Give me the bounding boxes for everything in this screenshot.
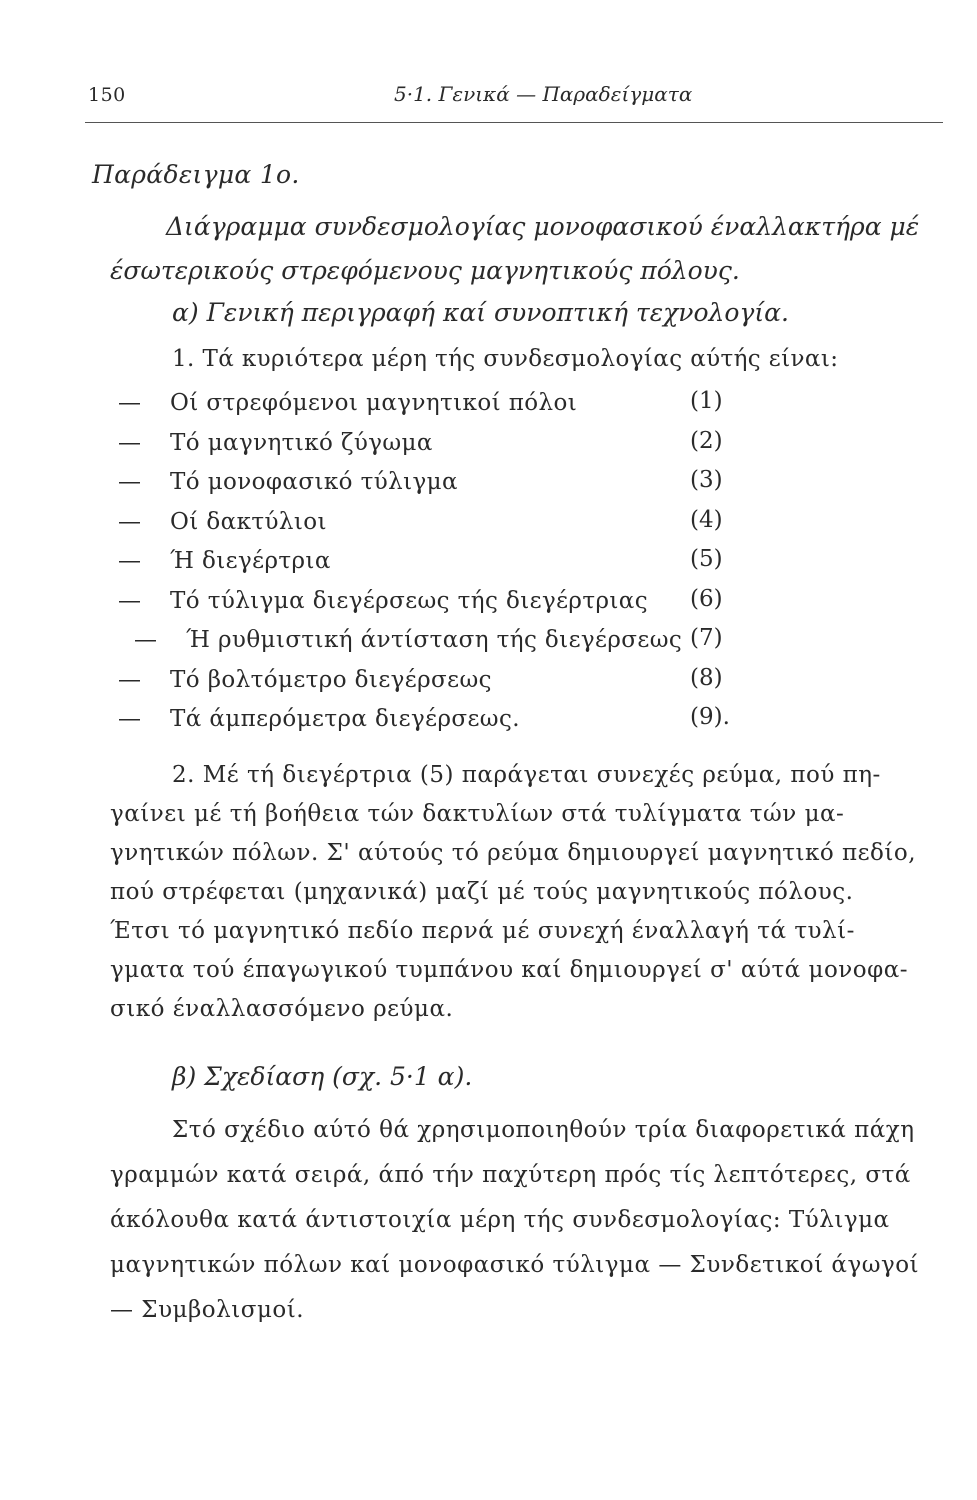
list-item-text: Ή ρυθμιστική άντίσταση τής διεγέρσεως	[186, 627, 683, 653]
list-dash: —	[118, 508, 141, 535]
list-item	[118, 542, 758, 582]
paragraph-line: γνητικών πόλων. Σ' αύτούς τό ρεύμα δημιουργεί μαγνητικό πεδίο,	[110, 840, 917, 866]
list-item-number: (3)	[690, 467, 723, 493]
list-item-text: Τά άμπερόμετρα διεγέρσεως.	[170, 706, 520, 732]
running-title: 5·1. Γενικά — Παραδείγματα	[394, 82, 693, 106]
paragraph-line: Στό σχέδιο αύτό θά χρησιμοποιηθούν τρία διαφορετικά πάχη	[172, 1117, 915, 1143]
section-b-heading: β) Σχεδίαση (σχ. 5·1 α).	[172, 1062, 473, 1091]
paragraph-line: Έτσι τό μαγνητικό πεδίο περνά μέ συνεχή έναλλαγή τά τυλί-	[110, 918, 855, 944]
list-dash: —	[118, 390, 141, 416]
list-item-text: Ή διεγέρτρια	[170, 548, 331, 574]
list-item	[118, 621, 758, 661]
paragraph-line: σικό έναλλασσόμενο ρεύμα.	[110, 996, 454, 1022]
design-paragraph	[110, 1108, 962, 1333]
list-item-text: Οί δακτύλιοι	[170, 508, 327, 535]
point-2-paragraph	[110, 756, 962, 1029]
list-dash: —	[118, 469, 141, 495]
paragraph-line: μαγνητικών πόλων καί μονοφασικό τύλιγμα — Συνδετικοί άγωγοί	[110, 1252, 920, 1278]
list-item-text: Τό μαγνητικό ζύγωμα	[170, 429, 433, 456]
paragraph-line: άκόλουθα κατά άντιστοιχία μέρη τής συνδεσμολογίας: Τύλιγμα	[110, 1207, 890, 1233]
paragraph-line: γαίνει μέ τή βοήθεια τών δακτυλίων στά τυλίγματα τών μα-	[110, 801, 845, 827]
list-dash: —	[118, 706, 141, 732]
list-item	[118, 424, 758, 464]
list-item-text: Οί στρεφόμενοι μαγνητικοί πόλοι	[170, 390, 578, 416]
list-dash: —	[134, 627, 157, 653]
page-number: 150	[88, 84, 126, 106]
paragraph-line: πού στρέφεται (μηχανικά) μαζί μέ τούς μαγνητικούς πόλους.	[110, 879, 854, 905]
page-header	[88, 84, 940, 124]
list-item-text: Τό βολτόμετρο διεγέρσεως	[170, 666, 492, 693]
list-item	[118, 463, 758, 503]
list-item-number: (2)	[690, 427, 723, 454]
list-item	[118, 582, 758, 622]
list-item-number: (7)	[690, 625, 723, 651]
point-1-intro: 1. Τά κυριότερα μέρη τής συνδεσμολογίας αύτής είναι:	[172, 346, 839, 372]
list-item	[118, 661, 758, 701]
paragraph-line: — Συμβολισμοί.	[110, 1297, 305, 1323]
list-dash: —	[118, 429, 141, 456]
list-item-number: (1)	[690, 388, 723, 414]
section-a-heading: α) Γενική περιγραφή καί συνοπτική τεχνολογία.	[172, 298, 789, 327]
list-item-number: (5)	[690, 546, 723, 572]
paragraph-line: 2. Μέ τή διεγέρτρια (5) παράγεται συνεχές ρεύμα, πού πη-	[172, 762, 881, 788]
list-dash: —	[118, 666, 141, 693]
list-dash: —	[118, 587, 141, 614]
example-heading: Παράδειγμα 1ο.	[92, 160, 300, 189]
list-item-number: (9).	[690, 704, 730, 730]
list-item	[118, 700, 758, 740]
list-item-text: Τό μονοφασικό τύλιγμα	[170, 469, 458, 495]
list-item	[118, 384, 758, 424]
list-item-number: (8)	[690, 664, 723, 691]
list-item-number: (4)	[690, 506, 723, 533]
list-item-number: (6)	[690, 585, 723, 612]
header-rule	[85, 122, 943, 123]
list-item	[118, 503, 758, 543]
parts-list	[118, 384, 758, 740]
subtitle-line-1: Διάγραμμα συνδεσμολογίας μονοφασικού έναλλακτήρα μέ	[166, 212, 920, 241]
subtitle-line-2: έσωτερικούς στρεφόμενους μαγνητικούς πόλους.	[110, 256, 740, 285]
example-subtitle	[110, 205, 950, 293]
paragraph-line: γραμμών κατά σειρά, άπό τήν παχύτερη πρός τίς λεπτότερες, στά	[110, 1162, 911, 1188]
paragraph-line: γματα τού έπαγωγικού τυμπάνου καί δημιουργεί σ' αύτά μονοφα-	[110, 957, 909, 983]
list-dash: —	[118, 548, 141, 574]
list-item-text: Τό τύλιγμα διεγέρσεως τής διεγέρτριας	[170, 587, 649, 614]
